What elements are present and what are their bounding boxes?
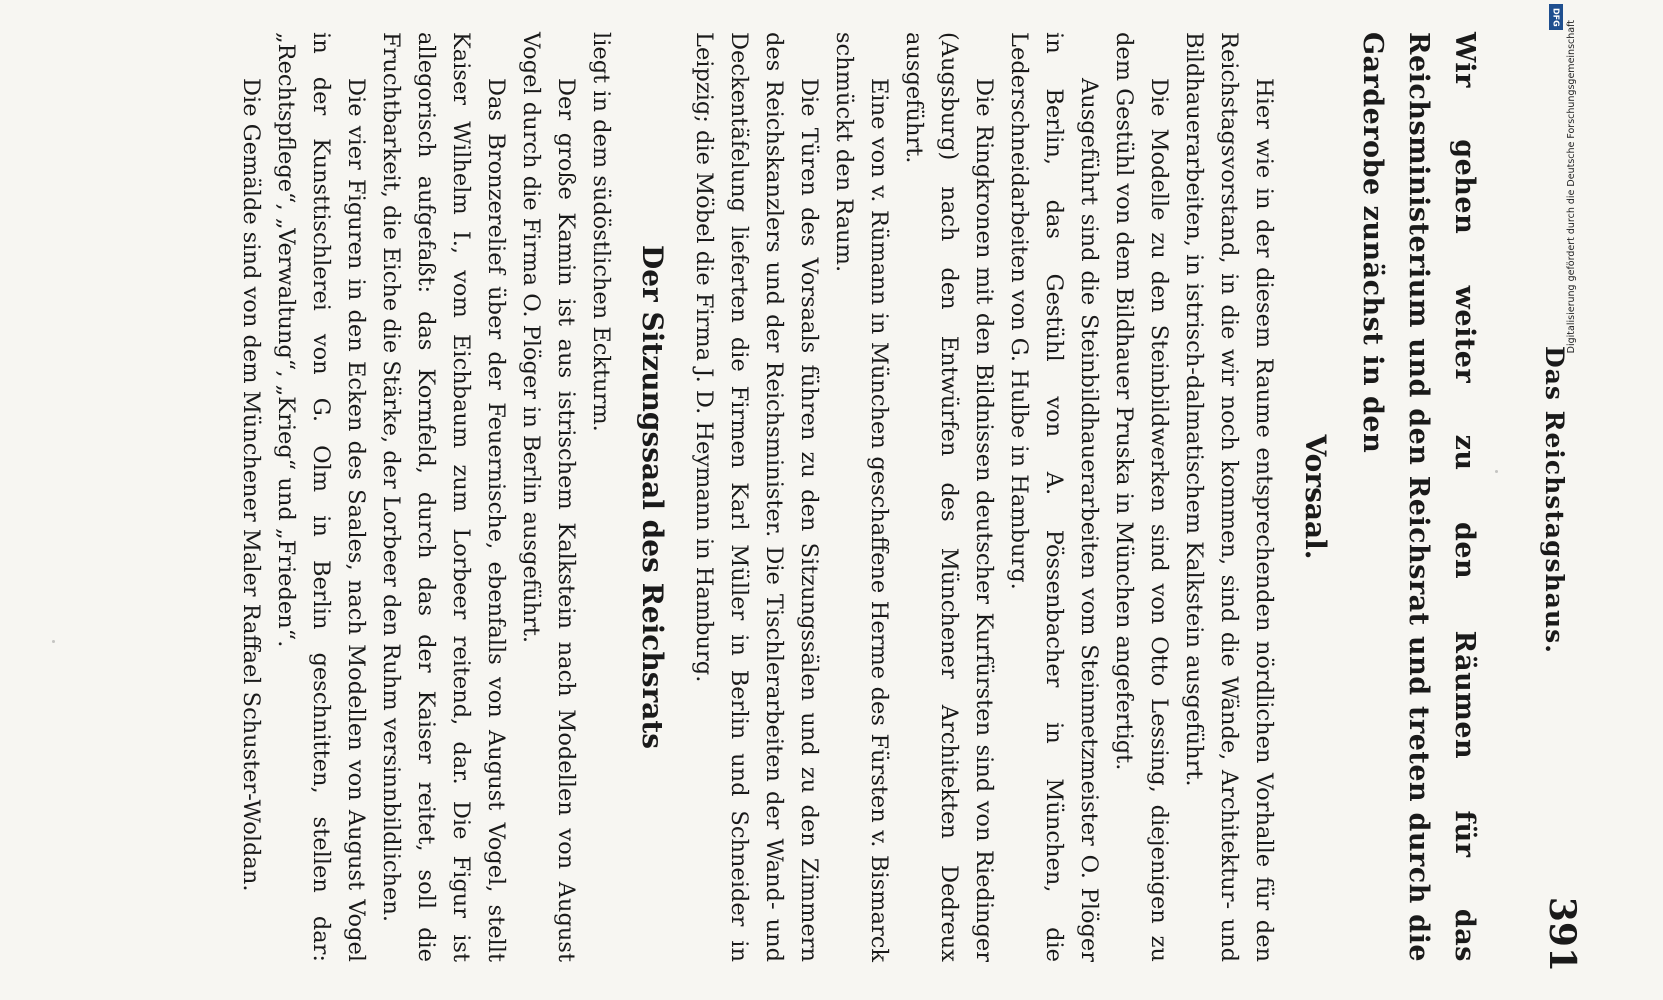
running-title: Das Reichstagshaus. [1540, 346, 1569, 654]
scan-speck [1495, 470, 1498, 473]
book-page [47, 20, 1587, 980]
paragraph: Die Ringkronen mit den Bildnissen deutscher Kurfürsten sind von Riedinger (Augsburg) nach den Entwürfen des Münchener Architekten Dedreux ausgeführt. [901, 32, 997, 962]
paragraph: Ausgeführt sind die Steinbildhauerarbeiten vom Steinmetzmeister O. Plöger in Berlin, das Gestühl von A. Pössenbacher in München, die Lederschneidarbeiten von G. Hulbe in Hamburg. [1006, 32, 1102, 962]
dfg-logo [1549, 4, 1563, 30]
paragraph: Die vier Figuren in den Ecken des Saales, nach Modellen von August Vogel in der Kunsttischlerei von G. Olm in Berlin geschnitten, stellen dar: „Rechtspflege“, „Verwaltung“, „Krieg“ und „Frieden“. [273, 32, 369, 962]
digitization-note: Digitalisierung gefördert durch die Deutsche Forschungsgemeinschaft [1566, 20, 1577, 354]
dfg-logo-text: DFG [1551, 7, 1561, 27]
paragraph: Die Modelle zu den Steinbildwerken sind von Otto Lessing, diejenigen zu dem Gestühl von dem Bildhauer Pruska in München angefertigt. [1111, 32, 1172, 962]
page-number: 391 [1541, 896, 1583, 972]
scan-speck [560, 612, 563, 615]
paragraph: Das Bronzerelief über der Feuernische, ebenfalls von August Vogel, stellt Kaiser Wilhelm I., vom Eichbaum zum Lorbeer reitend, dar. Die Figur ist allegorisch aufgefaßt: das Kornfeld, durch das der Kaiser reitet, soll die Fruchtbarkeit, die Eiche die Stärke, der Lorbeer den Ruhm versinnbildlichen. [378, 32, 509, 962]
paragraph: Die Türen des Vorsaals führen zu den Sitzungssälen und zu den Zimmern des Reichskanzlers und der Reichsminister. Die Tischlerarbeiten der Wand- und Deckentäfelung lieferten die Firmen Karl Müller in Berlin und Schneider in Leipzig; die Möbel die Firma J. D. Heymann in Hamburg. [691, 32, 822, 962]
section-heading-sitzungssaal: Der Sitzungssaal des Reichsrats [636, 244, 669, 750]
scan-speck [1010, 515, 1013, 518]
scan-speck [52, 640, 55, 643]
paragraph: Der große Kamin ist aus istrischem Kalkstein nach Modellen von August Vogel durch die Firma O. Plöger in Berlin ausgeführt. [518, 32, 579, 962]
paragraph: Die Gemälde sind von dem Münchener Maler Raffael Schuster-Woldan. [238, 78, 264, 892]
paragraph: Eine von v. Rümann in München geschaffene Herme des Fürsten v. Bismarck schmückt den Raum. [831, 32, 892, 962]
intro-paragraph: Wir gehen weiter zu den Räumen für das Reichsministerium und den Reichsrat und treten durch die Garderobe zunächst in den [1357, 32, 1480, 962]
page-body [233, 32, 1487, 962]
paragraph: liegt in dem südöstlichen Eckturm. [588, 32, 614, 432]
section-heading-vorsaal: Vorsaal. [1299, 434, 1332, 560]
paragraph: Hier wie in der diesem Raume entsprechenden nördlichen Vorhalle für den Reichstagsvorstand, in die wir noch kommen, sind die Wände, Architektur- und Bildhauerarbeiten, in istrisch-dalmatischem Kalkstein ausgeführt. [1181, 32, 1277, 962]
